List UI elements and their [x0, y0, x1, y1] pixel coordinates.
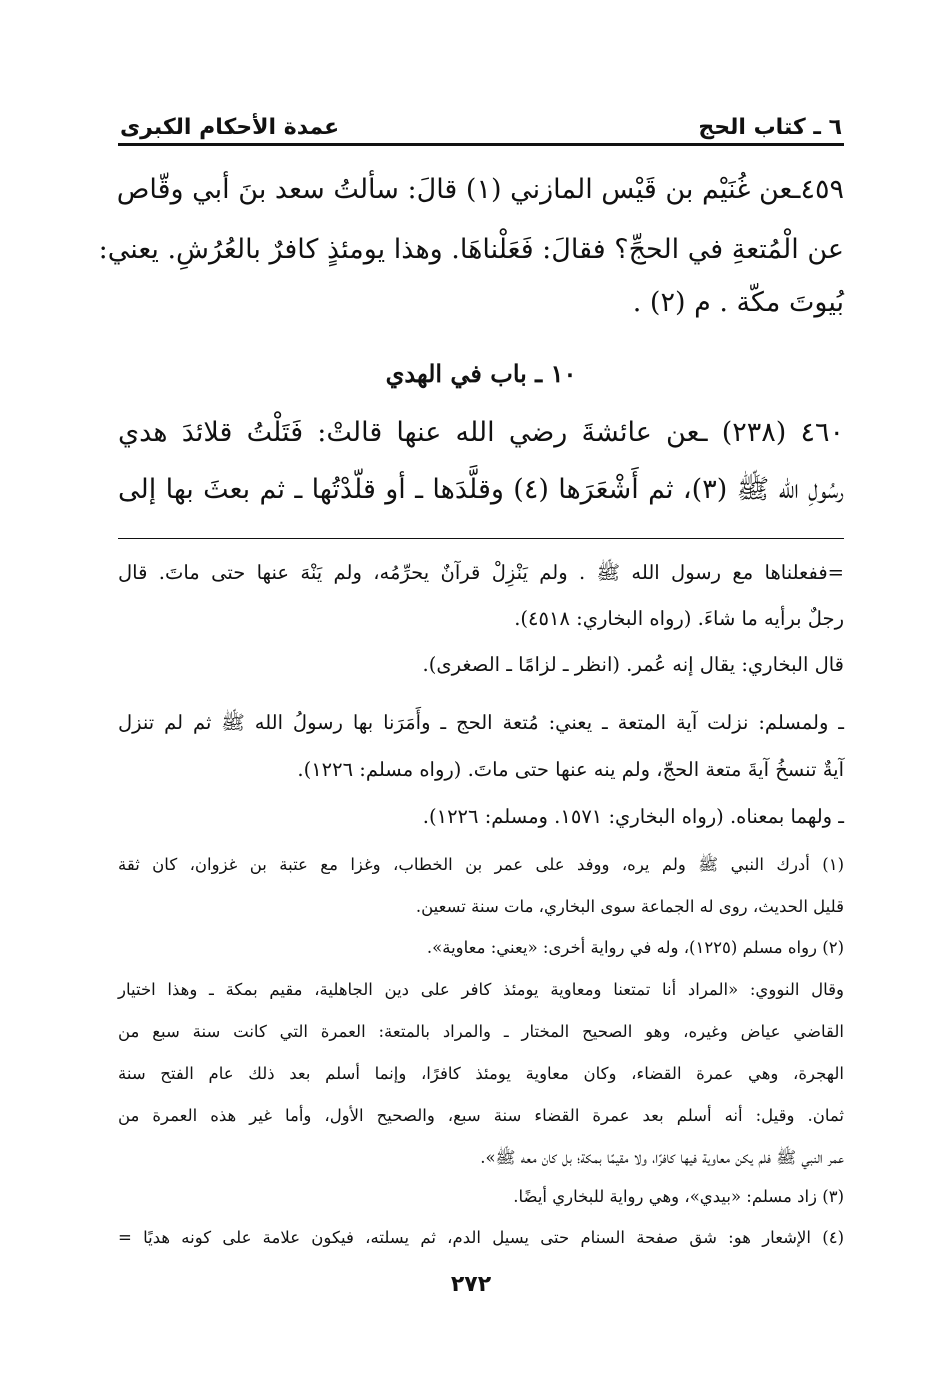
footnote-line: (٣) زاد مسلم: «بيدي»، وهي رواية للبخاري أيضًا.	[513, 1187, 844, 1206]
footnote-separator	[118, 538, 844, 539]
footnote-line: القاضي عياض وغيره، وهو الصحيح المختار ـ والمراد بالمتعة: العمرة التي كانت سنة سبع من	[118, 1022, 844, 1041]
chapter-title: ٦ ـ كتاب الحج	[698, 115, 842, 140]
hadith-text-line: رسُولِ الله ﷺ (٣)، ثم أَشْعَرَها (٤) وقلَّدَها ـ أو قلّدْتُها ـ ثم بعثَ بها إلى	[118, 474, 844, 505]
footnote-line: (١) أدرك النبي ﷺ ولم يره، ووفد على عمر بن الخطاب، وغزا مع عتبة بن غزوان، كان ثقة	[118, 855, 844, 874]
footnote-continued-line: ـ ولهما بمعناه. (رواه البخاري: ١٥٧١. ومسلم: ١٢٢٦).	[422, 805, 844, 828]
chapter-heading: ١٠ ـ باب في الهدي	[385, 359, 577, 388]
footnote-continued-line: آيةٌ تنسخُ آيةَ متعة الحجّ، ولم ينه عنها حتى ماتَ. (رواه مسلم: ١٢٢٦).	[297, 758, 844, 781]
footnote-line: وقال النووي: «المراد أنا تمتعنا ومعاوية يومئذ كافر على دين الجاهلية، مقيم بمكة ـ وهذا اختيار	[118, 980, 844, 999]
footnote-continued-line: =ففعلناها مع رسول الله ﷺ . ولم يَنْزِلْ قرآنٌ يحرِّمُه، ولم يَنْهَ عنها حتى ماتَ. قال	[118, 561, 844, 584]
footnote-continued-line: قال البخاري: يقال إنه عُمر. (انظر ـ لزامًا ـ الصغرى).	[422, 653, 844, 676]
book-title: عمدة الأحكام الكبرى	[120, 115, 340, 140]
footnote-line: الهجرة، وهي عمرة القضاء، وكان معاوية يومئذ كافرًا، وإنما أسلم بعد ذلك عام الفتح سنة	[118, 1064, 844, 1083]
hadith-text-line: ٤٦٠ (٢٣٨) ـعن عائشةَ رضي الله عنها قالتْ: فَتَلْتُ قلائدَ هدي	[118, 417, 844, 448]
running-header	[120, 104, 842, 140]
footnote-continued-line: ـ ولمسلم: نزلت آية المتعة ـ يعني: مُتعة الحج ـ وأَمَرَنا بها رسولُ الله ﷺ ثم لم تنزل	[118, 711, 844, 734]
main-text-line: بُيوتَ مكّة . م (٢) .	[632, 287, 844, 318]
footnote-line: (٢) رواه مسلم (١٢٢٥)، وله في رواية أخرى: «يعني: معاوية».	[426, 938, 844, 957]
main-text-line: عن الْمُتعةِ في الحجِّ؟ فقالَ: فَعَلْناهَا. وهذا يومئذٍ كافرٌ بالعُرُشِ. يعني:	[98, 234, 844, 265]
footnote-line: ثمان. وقيل: أنه أسلم بعد عمرة القضاء سنة سبع، والصحيح الأول، وأما غير هذه العمرة من	[118, 1106, 844, 1125]
main-text-line: ٤٥٩ـعن غُنَيْم بن قَيْس المازني (١) قالَ: سألتُ سعد بنَ أبي وقّاص	[116, 174, 844, 205]
footnote-line: عمر النبي ﷺ فلم يكن معاوية فيها كافرًا، ولا مقيمًا بمكة؛ بل كان معه ﷺ».	[480, 1148, 844, 1167]
page-number: ٢٧٢	[450, 1272, 492, 1297]
footnote-line: (٤) الإشعار هو: شق صفحة السنام حتى يسيل الدم، ثم يسلته، فيكون علامة على كونه هديًا =	[118, 1228, 844, 1247]
header-rule	[118, 143, 844, 146]
footnote-line: قليل الحديث، روى له الجماعة سوى البخاري، مات سنة تسعين.	[415, 897, 844, 916]
footnote-continued-line: رجلٌ برأيه ما شاءَ. (رواه البخاري: ٤٥١٨).	[514, 607, 844, 630]
